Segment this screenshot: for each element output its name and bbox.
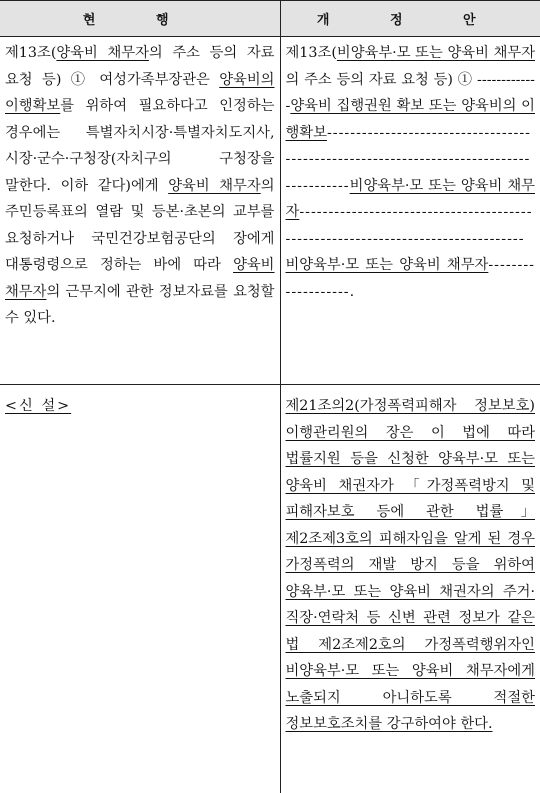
amended-text: 양육비 채무자 xyxy=(56,45,149,61)
current-new-provision xyxy=(0,385,280,793)
amended-text: 양육비 집행권원 확보 또는 양육비의 이행확보 xyxy=(286,98,536,141)
amended-text: 비양육부·모 또는 양육비 채무자 xyxy=(337,45,535,61)
proposed-article-21-2 xyxy=(280,385,540,793)
header-proposed: 개 정 안 xyxy=(280,1,540,37)
text-run: 의 근무지에 관한 정보자료를 요청할 수 있다. xyxy=(5,284,275,327)
text-run: 의 주소 등의 자료 요청 등) ① ------------- xyxy=(286,72,536,115)
text-run: 를 위하여 필요하다고 인정하는 경우에는 특별자치시장·특별자치도지사, 시장·군수·구청장(자치구의 구청장을 말한다. 이하 같다)에게 xyxy=(5,98,275,194)
amended-text: 양육비 채무자 xyxy=(5,257,275,300)
text-run: 의 주민등록표의 열람 및 등본·초본의 교부를 요청하거나 국민건강보험공단의 장에게 대통령령으로 정하는 바에 따라 xyxy=(5,178,275,274)
amended-text: 양육비 채무자 xyxy=(168,178,260,194)
header-current: 현 행 xyxy=(0,1,280,37)
table-row xyxy=(0,385,540,793)
text-run: 제13조( xyxy=(286,45,337,61)
proposed-article-13 xyxy=(280,37,540,385)
amended-text: 비양육부·모 또는 양육비 채무자 xyxy=(286,178,536,221)
unchanged-dashes: -------------------. xyxy=(286,257,536,300)
table-row xyxy=(0,37,540,385)
unchanged-dashes: ---------------------------------------------------------------------------------------- xyxy=(286,125,532,194)
text-run: 제13조( xyxy=(5,45,56,61)
table-header-row xyxy=(0,1,540,37)
text-run: 의 주소 등의 자료 요청 등) ① 여성가족부장관은 xyxy=(5,45,274,88)
current-article-13 xyxy=(0,37,280,385)
new-provision-marker: <신 설> xyxy=(5,398,71,414)
amended-text: 제21조의2(가정폭력피해자 정보보호) 이행관리원의 장은 이 법에 따라 법률지원 등을 신청한 양육부·모 또는 양육비 채권자가 「가정폭력방지 및 피해자보호 등에 관한 법률」 제2조제3호의 피해자임을 알게 된 경우 가정폭력의 재발 방지 등을 위하여 양육부·모 또는 양육비 채권자의 주거·직장·연락처 등 신변 관련 정보가 같은 법 제2조제2호의 가정폭력행위자인 비양육부·모 또는 양육비 채무자에게 노출되지 아니하도록 적절한 정보보호조치를 강구하여야 한다. xyxy=(286,398,536,732)
unchanged-dashes: --------------------------------------------------------------------------------- xyxy=(286,204,533,247)
amended-text: 양육비의 이행확보 xyxy=(5,72,275,115)
amended-text: 비양육부·모 또는 양육비 채무자 xyxy=(286,257,489,273)
